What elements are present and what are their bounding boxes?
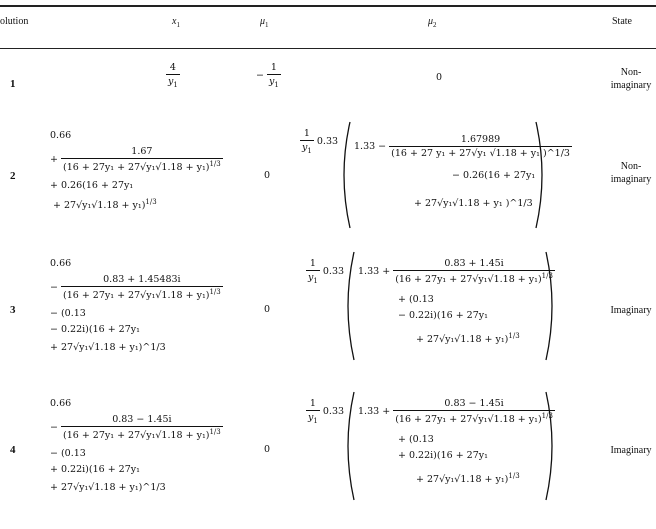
row3-right-paren xyxy=(544,250,558,365)
header-state: State xyxy=(612,16,632,27)
row1-solution: 1 xyxy=(10,78,16,90)
row2-right-paren xyxy=(534,120,548,233)
row4-state: Imaginary xyxy=(610,445,652,456)
row1-state: Non- imaginary xyxy=(610,67,652,91)
row2-x1: 0.66 + $\frac{1.67}{(16 + 27y_1 + 27√y_1√1.18 + y_1)^{1/3}}$ + 0.26(16 + 27y₁ + 27√y₁√1.18 + y₁)$^{1/3}$ xyxy=(50,130,221,212)
row3-left-paren xyxy=(342,250,356,365)
row3-x1: 0.66 − $\frac{0.83 + 1.45483i}{(16 + 27y_1 + 27√y_1√1.18 + y_1)^{1/3}}$ − (0.13 − 0.22i)(16 + 27y₁ + 27√y₁√1.18 + y₁)^1/3 xyxy=(50,258,221,353)
row4-x1: 0.66 − $\frac{0.83 - 1.45i}{(16 + 27y_1 + 27√y_1√1.18 + y_1)^{1/3}}$ − (0.13 + 0.22i)(16 + 27y₁ + 27√y₁√1.18 + y₁)^1/3 xyxy=(50,398,221,493)
row2-mu2: $\frac{1}{y_1}$ 0.33 1.33 − $\frac{1.67989}{\text{(16 + 27 y₁ + 27√y₁ √1.18 + y₁ )\textasciicircum{}1/3}}$ − 0.26(16 + 27y₁ + 27√y₁√1.18 + y₁ )^1/3 xyxy=(300,120,600,230)
row4-mu1: 0 xyxy=(264,444,271,455)
row4-solution: 4 xyxy=(10,444,16,456)
row4-left-paren xyxy=(342,390,356,505)
row2-left-paren xyxy=(338,120,352,233)
row3-state: Imaginary xyxy=(610,305,652,316)
row4-right-paren xyxy=(544,390,558,505)
header-mu1: $\mu_1$ xyxy=(260,16,269,29)
row2-mu1: 0 xyxy=(264,170,271,181)
top-rule xyxy=(0,5,656,7)
header-rule xyxy=(0,48,656,49)
header-mu2: $\mu_2$ xyxy=(428,16,437,29)
row2-solution: 2 xyxy=(10,170,16,182)
row1-mu1: − $\frac{1}{y_1}$ xyxy=(256,62,279,89)
header-solution: olution xyxy=(0,16,29,27)
row3-mu2: $\frac{1}{y_1}$ 0.33 1.33 + $\frac{0.83 + 1.45i}{(16 + 27y_1 + 27√y_1√1.18 + y_1)^{1/3}}$ + (0.13 − 0.22i)(16 + 27y₁ + 27√y₁√1.18 + y₁)$^{1/3}$ xyxy=(306,250,596,362)
row1-mu2: 0 xyxy=(436,72,443,83)
header-x1: $x_1$ xyxy=(172,16,180,29)
row1-x1: $\frac{4}{y_1}$ xyxy=(168,62,178,89)
row3-solution: 3 xyxy=(10,304,16,316)
row3-mu1: 0 xyxy=(264,304,271,315)
row4-mu2: $\frac{1}{y_1}$ 0.33 1.33 + $\frac{0.83 - 1.45i}{(16 + 27y_1 + 27√y_1√1.18 + y_1)^{1/3}}$ + (0.13 + 0.22i)(16 + 27y₁ + 27√y₁√1.18 + y₁)$^{1/3}$ xyxy=(306,390,596,502)
row2-state: Non- imaginary xyxy=(610,161,652,185)
